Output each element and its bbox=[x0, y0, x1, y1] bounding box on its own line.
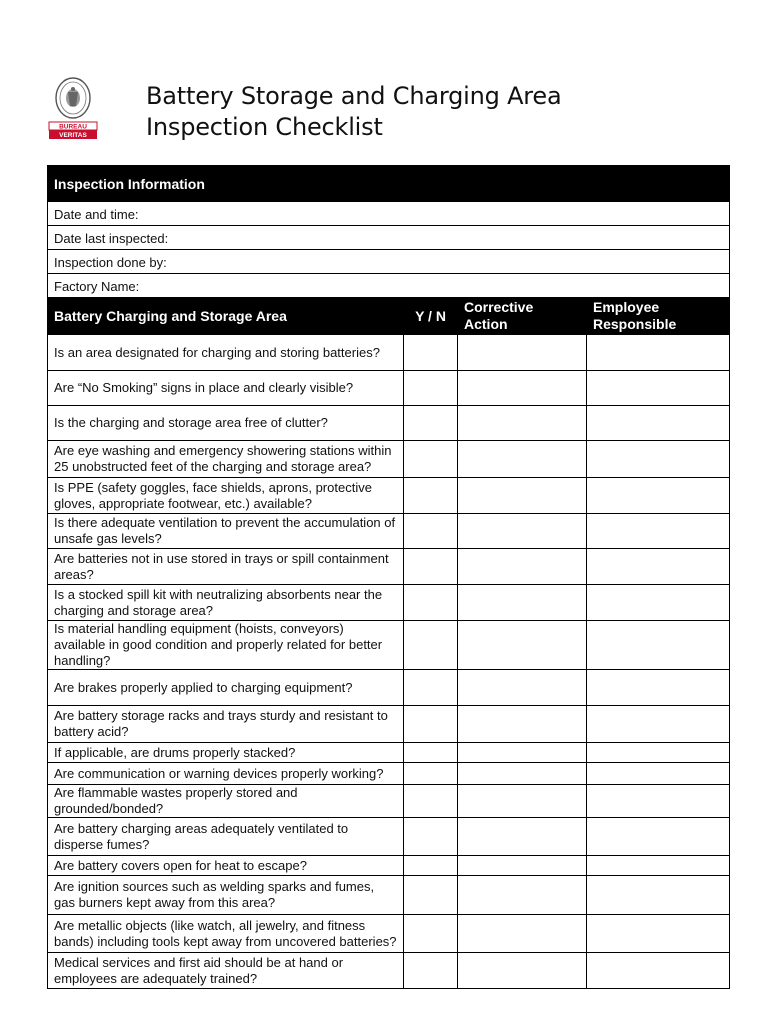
employee-responsible-cell[interactable] bbox=[587, 406, 730, 441]
document-title bbox=[146, 81, 562, 143]
info-row-factory-name bbox=[48, 274, 730, 298]
info-field-inspected-by[interactable]: Inspection done by: bbox=[48, 250, 730, 274]
yn-cell[interactable] bbox=[404, 335, 458, 371]
checklist-question: Is an area designated for charging and storing batteries? bbox=[48, 335, 404, 371]
checklist-question: If applicable, are drums properly stacked? bbox=[48, 743, 404, 763]
checklist-question: Are flammable wastes properly stored and grounded/bonded? bbox=[48, 785, 404, 818]
info-row-date-time bbox=[48, 202, 730, 226]
checklist-question: Are “No Smoking” signs in place and clearly visible? bbox=[48, 371, 404, 406]
employee-responsible-cell[interactable] bbox=[587, 763, 730, 785]
yn-cell[interactable] bbox=[404, 621, 458, 670]
checklist-question: Medical services and first aid should be at hand or employees are adequately trained? bbox=[48, 953, 404, 989]
logo-bottom-text: VERITAS bbox=[59, 132, 87, 139]
corrective-action-cell[interactable] bbox=[458, 585, 587, 621]
info-row-last-inspected bbox=[48, 226, 730, 250]
employee-responsible-cell[interactable] bbox=[587, 478, 730, 514]
corrective-action-cell[interactable] bbox=[458, 514, 587, 549]
employee-responsible-cell[interactable] bbox=[587, 818, 730, 856]
corrective-action-cell[interactable] bbox=[458, 876, 587, 915]
yn-cell[interactable] bbox=[404, 915, 458, 953]
checklist-question: Are battery charging areas adequately ventilated to disperse fumes? bbox=[48, 818, 404, 856]
checklist-question: Are ignition sources such as welding sparks and fumes, gas burners kept away from this area? bbox=[48, 876, 404, 915]
header-employee-responsible: Employee Responsible bbox=[587, 298, 730, 335]
yn-cell[interactable] bbox=[404, 706, 458, 743]
checklist-question: Are brakes properly applied to charging equipment? bbox=[48, 670, 404, 706]
checklist-row bbox=[48, 818, 730, 856]
inspection-checklist-table bbox=[47, 165, 730, 989]
employee-responsible-cell[interactable] bbox=[587, 514, 730, 549]
checklist-row bbox=[48, 743, 730, 763]
yn-cell[interactable] bbox=[404, 743, 458, 763]
checklist-question: Are eye washing and emergency showering stations within 25 unobstructed feet of the charging and storage area? bbox=[48, 441, 404, 478]
corrective-action-cell[interactable] bbox=[458, 706, 587, 743]
corrective-action-cell[interactable] bbox=[458, 670, 587, 706]
yn-cell[interactable] bbox=[404, 856, 458, 876]
yn-cell[interactable] bbox=[404, 670, 458, 706]
info-header-row bbox=[48, 166, 730, 202]
checklist-row bbox=[48, 335, 730, 371]
title-line-1: Battery Storage and Charging Area bbox=[146, 82, 562, 110]
header-corrective-action: Corrective Action bbox=[458, 298, 587, 335]
checklist-question: Are metallic objects (like watch, all jewelry, and fitness bands) including tools kept away from uncovered batteries? bbox=[48, 915, 404, 953]
corrective-action-cell[interactable] bbox=[458, 856, 587, 876]
yn-cell[interactable] bbox=[404, 441, 458, 478]
corrective-action-cell[interactable] bbox=[458, 549, 587, 585]
checklist-question: Are battery covers open for heat to escape? bbox=[48, 856, 404, 876]
checklist-row bbox=[48, 514, 730, 549]
header-yn: Y / N bbox=[404, 298, 458, 335]
corrective-action-cell[interactable] bbox=[458, 743, 587, 763]
yn-cell[interactable] bbox=[404, 818, 458, 856]
yn-cell[interactable] bbox=[404, 371, 458, 406]
title-line-2: Inspection Checklist bbox=[146, 113, 383, 141]
corrective-action-cell[interactable] bbox=[458, 818, 587, 856]
employee-responsible-cell[interactable] bbox=[587, 441, 730, 478]
checklist-question: Is PPE (safety goggles, face shields, aprons, protective gloves, appropriate footwear, etc.) available? bbox=[48, 478, 404, 514]
checklist-row bbox=[48, 785, 730, 818]
checklist-row bbox=[48, 763, 730, 785]
logo-top-text: BUREAU bbox=[59, 123, 87, 131]
yn-cell[interactable] bbox=[404, 406, 458, 441]
bureau-veritas-logo bbox=[48, 76, 98, 140]
info-field-last-inspected[interactable]: Date last inspected: bbox=[48, 226, 730, 250]
yn-cell[interactable] bbox=[404, 785, 458, 818]
checklist-row bbox=[48, 953, 730, 989]
checklist-row bbox=[48, 915, 730, 953]
employee-responsible-cell[interactable] bbox=[587, 915, 730, 953]
corrective-action-cell[interactable] bbox=[458, 478, 587, 514]
checklist-question: Are battery storage racks and trays sturdy and resistant to battery acid? bbox=[48, 706, 404, 743]
corrective-action-cell[interactable] bbox=[458, 915, 587, 953]
employee-responsible-cell[interactable] bbox=[587, 549, 730, 585]
employee-responsible-cell[interactable] bbox=[587, 670, 730, 706]
yn-cell[interactable] bbox=[404, 585, 458, 621]
checklist-question: Is material handling equipment (hoists, conveyors) available in good condition and properly related for better handling? bbox=[48, 621, 404, 670]
employee-responsible-cell[interactable] bbox=[587, 621, 730, 670]
employee-responsible-cell[interactable] bbox=[587, 585, 730, 621]
info-row-inspected-by bbox=[48, 250, 730, 274]
checklist-question: Is the charging and storage area free of clutter? bbox=[48, 406, 404, 441]
checklist-question: Are batteries not in use stored in trays or spill containment areas? bbox=[48, 549, 404, 585]
checklist-row bbox=[48, 478, 730, 514]
checklist-row bbox=[48, 406, 730, 441]
yn-cell[interactable] bbox=[404, 549, 458, 585]
yn-cell[interactable] bbox=[404, 514, 458, 549]
yn-cell[interactable] bbox=[404, 953, 458, 989]
yn-cell[interactable] bbox=[404, 876, 458, 915]
checklist-row bbox=[48, 585, 730, 621]
corrective-action-cell[interactable] bbox=[458, 371, 587, 406]
checklist-row bbox=[48, 371, 730, 406]
employee-responsible-cell[interactable] bbox=[587, 706, 730, 743]
checklist-question: Are communication or warning devices properly working? bbox=[48, 763, 404, 785]
checklist-row bbox=[48, 670, 730, 706]
checklist-row bbox=[48, 549, 730, 585]
info-field-date-time[interactable]: Date and time: bbox=[48, 202, 730, 226]
employee-responsible-cell[interactable] bbox=[587, 785, 730, 818]
checklist-row bbox=[48, 706, 730, 743]
employee-responsible-cell[interactable] bbox=[587, 953, 730, 989]
checklist-row bbox=[48, 441, 730, 478]
corrective-action-cell[interactable] bbox=[458, 953, 587, 989]
employee-responsible-cell[interactable] bbox=[587, 856, 730, 876]
employee-responsible-cell[interactable] bbox=[587, 335, 730, 371]
corrective-action-cell[interactable] bbox=[458, 335, 587, 371]
info-section-header: Inspection Information bbox=[48, 166, 730, 202]
corrective-action-cell[interactable] bbox=[458, 763, 587, 785]
checklist-header-row bbox=[48, 298, 730, 335]
checklist-row bbox=[48, 876, 730, 915]
yn-cell[interactable] bbox=[404, 478, 458, 514]
checklist-question: Is a stocked spill kit with neutralizing absorbents near the charging and storage area? bbox=[48, 585, 404, 621]
checklist-row bbox=[48, 621, 730, 670]
corrective-action-cell[interactable] bbox=[458, 406, 587, 441]
corrective-action-cell[interactable] bbox=[458, 621, 587, 670]
checklist-question: Is there adequate ventilation to prevent the accumulation of unsafe gas levels? bbox=[48, 514, 404, 549]
checklist-row bbox=[48, 856, 730, 876]
yn-cell[interactable] bbox=[404, 763, 458, 785]
checklist-questions bbox=[48, 335, 730, 989]
corrective-action-cell[interactable] bbox=[458, 785, 587, 818]
employee-responsible-cell[interactable] bbox=[587, 743, 730, 763]
employee-responsible-cell[interactable] bbox=[587, 876, 730, 915]
corrective-action-cell[interactable] bbox=[458, 441, 587, 478]
header-area: Battery Charging and Storage Area bbox=[48, 298, 404, 335]
employee-responsible-cell[interactable] bbox=[587, 371, 730, 406]
info-field-factory-name[interactable]: Factory Name: bbox=[48, 274, 730, 298]
